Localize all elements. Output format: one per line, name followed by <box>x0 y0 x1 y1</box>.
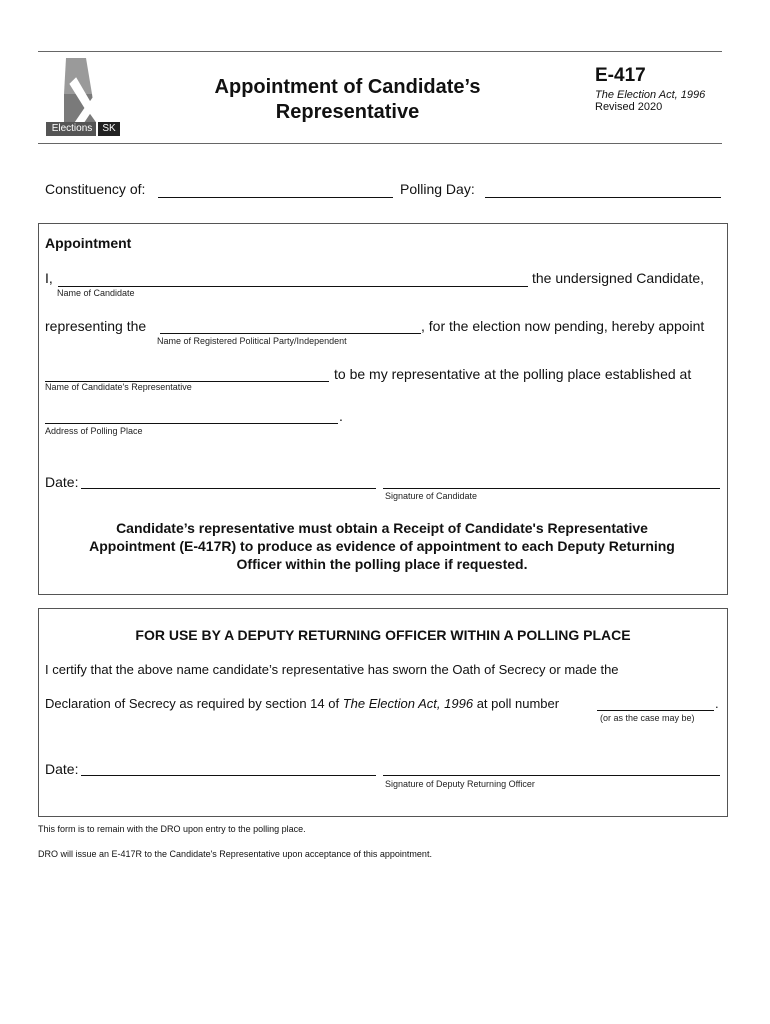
address-caption: Address of Polling Place <box>45 426 143 436</box>
candidate-signature-caption: Signature of Candidate <box>385 491 478 501</box>
footer-note-1: This form is to remain with the DRO upon entry to the polling place. <box>38 824 306 834</box>
title-line-1: Appointment of Candidate’s <box>214 76 481 98</box>
act-name: The Election Act, 1996 <box>595 89 706 101</box>
notice-line-2: Appointment (E-417R) to produce as evidence of appointment to each Deputy Returning <box>89 538 675 554</box>
header-bottom-rule <box>38 143 722 144</box>
poll-number-field[interactable] <box>597 710 714 711</box>
line1-suffix: the undersigned Candidate, <box>532 270 705 286</box>
notice-line-3: Officer within the polling place if requested. <box>236 556 528 572</box>
candidate-date-label: Date: <box>45 474 79 490</box>
polling-day-label: Polling Day: <box>400 181 475 197</box>
constituency-field[interactable] <box>158 197 393 198</box>
certify-line-2-end: . <box>715 696 719 711</box>
candidate-name-caption: Name of Candidate <box>57 288 135 298</box>
line4-period: . <box>339 408 343 424</box>
dro-heading: FOR USE BY A DEPUTY RETURNING OFFICER WITHIN A POLLING PLACE <box>135 627 631 643</box>
header-top-rule <box>38 51 722 52</box>
line3-suffix: to be my representative at the polling place established at <box>334 366 692 382</box>
appointment-heading: Appointment <box>45 235 132 251</box>
certify-line-2 <box>45 696 559 711</box>
representative-caption: Name of Candidate's Representative <box>45 382 192 392</box>
certify-line-2-prefix: Declaration of Secrecy as required by section 14 of <box>45 696 340 711</box>
dro-date-field[interactable] <box>81 775 376 776</box>
certify-line-1: I certify that the above name candidate’s representative has sworn the Oath of Secrecy or made the <box>45 662 619 677</box>
footer-note-2: DRO will issue an E-417R to the Candidate's Representative upon acceptance of this appointment. <box>38 849 432 859</box>
title-line-2: Representative <box>275 101 420 123</box>
polling-address-field[interactable] <box>45 423 338 424</box>
line2-prefix: representing the <box>45 318 147 334</box>
logo-text-elections: Elections <box>51 123 93 134</box>
candidate-name-field[interactable] <box>58 286 528 287</box>
poll-number-caption: (or as the case may be) <box>600 713 695 723</box>
notice-line-1: Candidate’s representative must obtain a Receipt of Candidate's Representative <box>116 520 648 536</box>
logo-text-sk: SK <box>102 123 116 134</box>
constituency-label: Constituency of: <box>45 181 146 197</box>
line1-prefix: I, <box>45 270 53 286</box>
representative-notice <box>40 519 724 573</box>
candidate-date-field[interactable] <box>81 488 376 489</box>
dro-signature-field[interactable] <box>383 775 720 776</box>
party-caption: Name of Registered Political Party/Independent <box>157 336 347 346</box>
candidate-signature-field[interactable] <box>383 488 720 489</box>
election-act-name: The Election Act, 1996 <box>342 696 474 711</box>
page-title <box>180 75 515 125</box>
dro-date-label: Date: <box>45 761 79 777</box>
elections-sk-logo <box>46 58 122 138</box>
line2-suffix: , for the election now pending, hereby appoint <box>421 318 705 334</box>
certify-line-2-suffix: at poll number <box>476 696 560 711</box>
party-field[interactable] <box>160 333 421 334</box>
form-number: E-417 <box>595 65 646 86</box>
revised-date: Revised 2020 <box>595 101 663 113</box>
polling-day-field[interactable] <box>485 197 721 198</box>
dro-signature-caption: Signature of Deputy Returning Officer <box>385 779 535 789</box>
